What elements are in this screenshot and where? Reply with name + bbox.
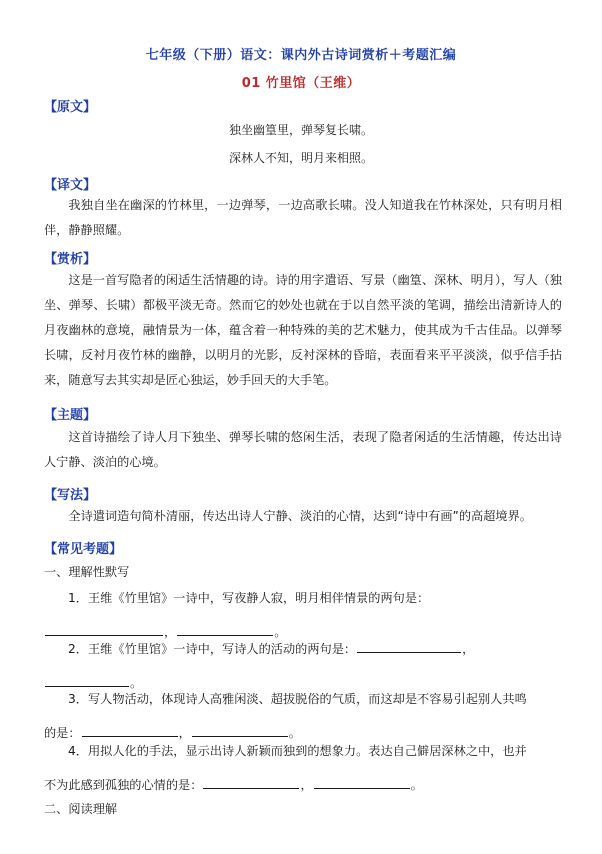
question-4 [44,734,562,802]
section-original: 【原文】 [44,100,97,115]
part2-heading: 二、阅读理解 [44,802,118,816]
section-translation: 【译文】 [44,178,97,193]
appreciation-text: 这是一首写隐者的闲适生活情趣的诗。诗的用字遣语、写景（幽篁、深林、明月），写人（独坐、弹琴、长啸）都极平淡无奇。然而它的妙处也就在于以自然平淡的笔调，描绘出清新诗人的月夜幽林的意境，融情景为一体，蕴含着一种特殊的美的艺术魅力，使其成为千古佳品。以弹琴长啸，反衬月夜竹林的幽静，以明月的光影，反衬深林的昏暗，表面看来平平淡淡，似乎信手拈来，随意写去其实却是匠心独运，妙手回天的大手笔。 [44,273,562,387]
question-4-text-a: 4．用拟人化的手法，显示出诗人新颖而独到的想象力。表达自己僻居深林之中，也并 [68,744,527,758]
document-title: 七年级（下册）语文：课内外古诗词赏析＋考题汇编 [145,48,457,63]
question-2-line-2: 。 [44,666,562,700]
poem-line-2: 深林人不知，明月来相照。 [228,151,373,165]
section-exam: 【常见考题】 [44,542,123,557]
question-4-line-2: 不为此感到孤独的心情的是： ， 。 [44,768,562,802]
section-theme: 【主题】 [44,408,97,423]
poem-title: 01 竹里馆（王维） [241,76,361,91]
question-3-line-2: 的是： ， 。 [44,716,562,750]
question-3-text-a: 3．写人物活动，体现诗人高雅闲淡、超拔脱俗的气质，而这却是不容易引起别人共鸣 [68,692,527,706]
question-1-answer: ， 。 [44,615,562,649]
section-appreciation: 【赏析】 [44,252,97,267]
poem-line-1: 独坐幽篁里，弹琴复长啸。 [228,123,373,137]
answer-blank[interactable] [357,638,461,653]
part1-heading: 一、理解性默写 [44,565,130,579]
writing-text: 全诗遣词造句简朴清丽，传达出诗人宁静、淡泊的心情，达到“诗中有画”的高超境界。 [68,509,532,523]
theme-text: 这首诗描绘了诗人月下独坐、弹琴长啸的悠闲生活，表现了隐者闲适的生活情趣，传达出诗人宁静、淡泊的心境。 [44,430,562,469]
section-writing: 【写法】 [44,488,97,503]
question-2-text: 2．王维《竹里馆》一诗中，写诗人的活动的两句是： [68,642,357,656]
question-2-line-1: 2．王维《竹里馆》一诗中，写诗人的活动的两句是： ， [44,632,562,666]
answer-blank[interactable] [203,774,299,789]
translation-text: 我独自坐在幽深的竹林里，一边弹琴，一边高歌长啸。没人知道我在竹林深处，只有明月相伴，静静照耀。 [44,198,562,237]
answer-blank[interactable] [314,774,410,789]
question-3-text-b: 的是： [44,726,81,740]
question-1-text: 1．王维《竹里馆》一诗中，写夜静人寂，明月相伴情景的两句是： [68,591,430,605]
question-4-text-b: 不为此感到孤独的心情的是： [44,778,203,792]
